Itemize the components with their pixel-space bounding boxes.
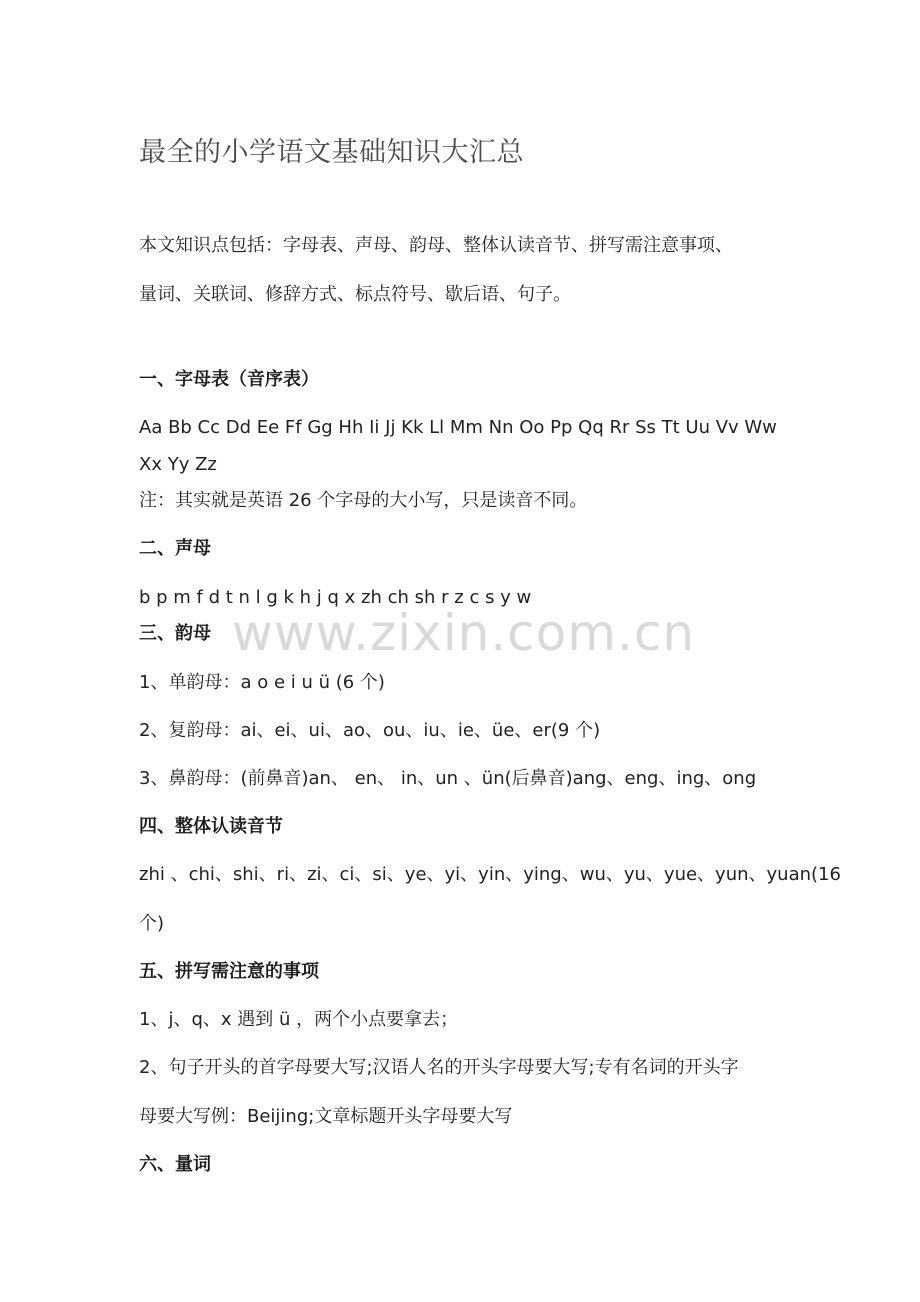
alphabet-line-1: Aa Bb Cc Dd Ee Ff Gg Hh Ii Jj Kk Ll Mm Nn Oo Pp Qq Rr Ss Tt Uu Vv Ww	[139, 417, 777, 438]
section-heading-initials: 二、声母	[139, 538, 211, 559]
section-heading-alphabet: 一、字母表（音序表）	[139, 369, 319, 390]
finals-line-2: 2、复韵母：ai、ei、ui、ao、ou、iu、ie、üe、er(9 个)	[139, 720, 601, 741]
section-heading-finals: 三、韵母	[139, 623, 211, 644]
section-heading-syllables: 四、整体认读音节	[139, 816, 283, 837]
alphabet-line-2: Xx Yy Zz	[139, 454, 217, 475]
watermark: www.zixin.com.cn	[232, 604, 696, 662]
document-title: 最全的小学语文基础知识大汇总	[139, 137, 524, 168]
syllables-line-2: 个)	[139, 913, 165, 934]
syllables-line-1: zhi 、chi、shi、ri、zi、ci、si、ye、yi、yin、ying、wu、yu、yue、yun、yuan(16	[139, 864, 841, 885]
alphabet-note: 注：其实就是英语 26 个字母的大小写，只是读音不同。	[139, 490, 588, 511]
spelling-line-1: 1、j、q、x 遇到 ü ，两个小点要拿去；	[139, 1009, 459, 1030]
spelling-line-2: 2、句子开头的首字母要大写;汉语人名的开头字母要大写;专有名词的开头字	[139, 1057, 739, 1078]
intro-line-2: 量词、关联词、修辞方式、标点符号、歇后语、句子。	[139, 284, 571, 305]
finals-line-3: 3、鼻韵母：(前鼻音)an、 en、 in、un 、ün(后鼻音)ang、eng、ing、ong	[139, 768, 757, 789]
finals-line-1: 1、单韵母：a o e i u ü (6 个)	[139, 672, 385, 693]
section-heading-spelling: 五、拼写需注意的事项	[139, 961, 319, 982]
spelling-line-3: 母要大写例：Beijing;文章标题开头字母要大写	[139, 1106, 513, 1127]
initials-line: b p m f d t n l g k h j q x zh ch sh r z c s y w	[139, 587, 532, 608]
section-heading-measure-words: 六、量词	[139, 1154, 211, 1175]
intro-line-1: 本文知识点包括：字母表、声母、韵母、整体认读音节、拼写需注意事项、	[139, 235, 733, 256]
